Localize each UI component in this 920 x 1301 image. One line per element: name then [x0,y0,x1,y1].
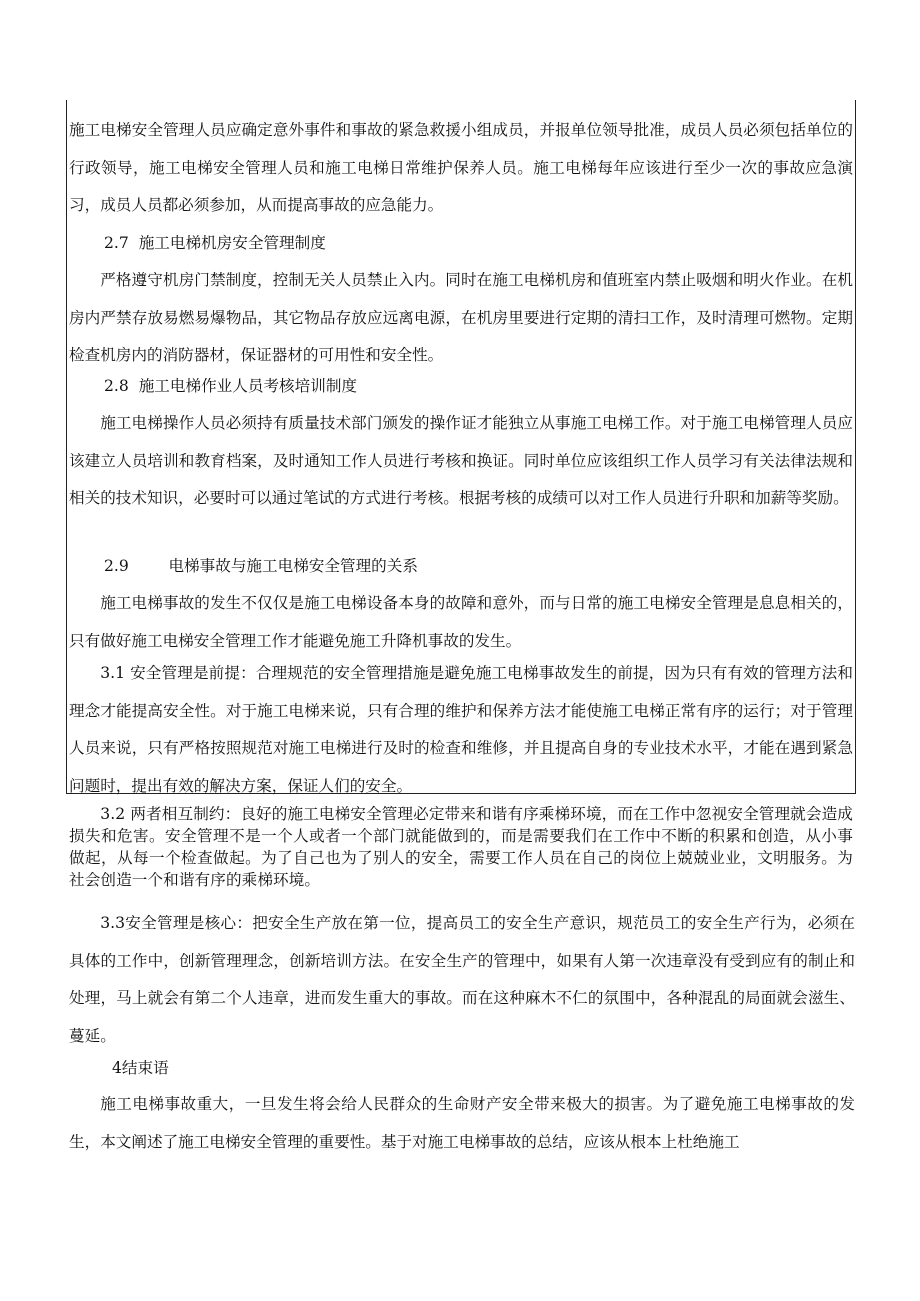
paragraph-2-9: 施工电梯事故的发生不仅仅是施工电梯设备本身的故障和意外，而与日常的施工电梯安全管理是息息相关的，只有做好施工电梯安全管理工作才能避免施工升降机事故的发生。 [69,594,853,650]
paragraph-2-7: 严格遵守机房门禁制度，控制无关人员禁止入内。同时在施工电梯机房和值班室内禁止吸烟和明火作业。在机房内严禁存放易燃易爆物品，其它物品存放应远离电源，在机房里要进行定期的清扫工作，及时清理可燃物。定期检查机房内的消防器材，保证器材的可用性和安全性。 [69,271,853,364]
paragraph-3-2: 3.2 两者相互制约：良好的施工电梯安全管理必定带来和谐有序乘梯环境，而在工作中忽视安全管理就会造成损失和危害。安全管理不是一个人或者一个部门就能做到的，而是需要我们在工作中不断的积累和创造，从小事做起，从每一个检查做起。为了自己也为了别人的安全，需要工作人员在自己的岗位上兢兢业业，文明服务。为社会创造一个和谐有序的乘梯环境。 [69,805,853,889]
heading-2-7: 2.7 施工电梯机房安全管理制度 [104,234,326,252]
heading-4: 4结束语 [112,1059,169,1077]
paragraph-3-3: 3.3安全管理是核心：把安全生产放在第一位，提高员工的安全生产意识，规范员工的安全生产行为，必须在具体的工作中，创新管理理念，创新培训方法。在安全生产的管理中，如果有人第一次违章没有受到应有的制止和处理，马上就会有第二个人违章，进而发生重大的事故。而在这种麻木不仁的氛围中，各种混乱的局面就会滋生、蔓延。 [69,914,855,1045]
heading-2-8: 2.8 施工电梯作业人员考核培训制度 [104,377,358,395]
heading-2-9: 2.9 电梯事故与施工电梯安全管理的关系 [104,557,418,575]
paragraph-2-8: 施工电梯操作人员必须持有质量技术部门颁发的操作证才能独立从事施工电梯工作。对于施工电梯管理人员应该建立人员培训和教育档案，及时通知工作人员进行考核和换证。同时单位应该组织工作人员学习有关法律法规和相关的技术知识，必要时可以通过笔试的方式进行考核。根据考核的成绩可以对工作人员进行升职和加薪等奖励。 [69,414,853,507]
paragraph-emergency-team: 施工电梯安全管理人员应确定意外事件和事故的紧急救援小组成员，并报单位领导批准，成员人员必须包括单位的行政领导，施工电梯安全管理人员和施工电梯日常维护保养人员。施工电梯每年应该进行至少一次的事故应急演习，成员人员都必须参加，从而提高事故的应急能力。 [69,121,853,214]
paragraph-4: 施工电梯事故重大，一旦发生将会给人民群众的生命财产安全带来极大的损害。为了避免施工电梯事故的发生，本文阐述了施工电梯安全管理的重要性。基于对施工电梯事故的总结，应该从根本上杜绝施工 [69,1095,855,1151]
paragraph-3-1: 3.1 安全管理是前提：合理规范的安全管理措施是避免施工电梯事故发生的前提，因为只有有效的管理方法和理念才能提高安全性。对于施工电梯来说，只有合理的维护和保养方法才能使施工电梯正常有序的运行；对于管理人员来说，只有严格按照规范对施工电梯进行及时的检查和维修，并且提高自身的专业技术水平，才能在遇到紧急问题时，提出有效的解决方案，保证人们的安全。 [69,664,853,795]
